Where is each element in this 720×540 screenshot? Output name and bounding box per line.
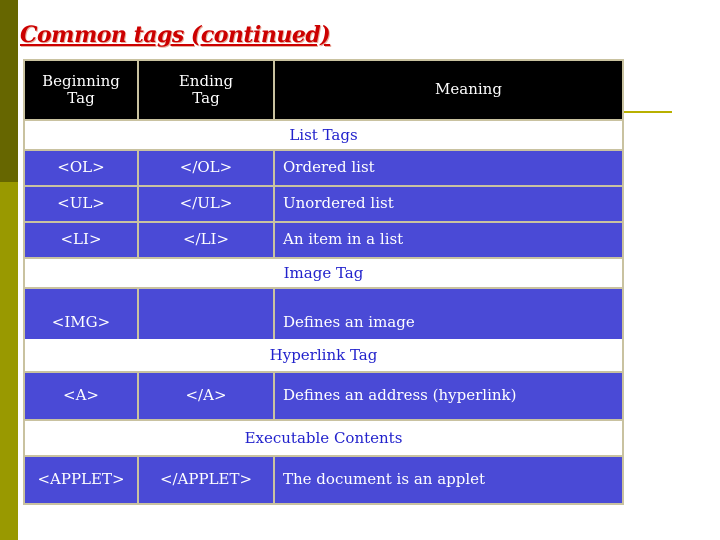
table-row <box>25 457 622 503</box>
section-list-tags: List Tags <box>25 121 622 149</box>
header-beginning-tag: Beginning Tag <box>25 61 137 119</box>
begin-tag-cell: <IMG> <box>25 289 137 357</box>
meaning-cell: An item in a list <box>275 223 622 257</box>
end-tag-cell: </APPLET> <box>139 457 273 503</box>
table-header-row <box>25 61 622 119</box>
accent-bar-bottom <box>0 182 18 540</box>
header-ending-tag: Ending Tag <box>139 61 273 119</box>
section-image-tag: Image Tag <box>25 259 622 287</box>
end-tag-cell: </A> <box>139 373 273 419</box>
meaning-cell: Unordered list <box>275 187 622 221</box>
table-row <box>25 373 622 419</box>
end-tag-cell: </UL> <box>139 187 273 221</box>
decorative-line <box>624 111 672 113</box>
slide-title: Common tags (continued) <box>20 22 331 48</box>
begin-tag-cell: <LI> <box>25 223 137 257</box>
header-meaning: Meaning <box>275 61 622 119</box>
meaning-cell: Defines an image <box>275 289 622 357</box>
table-row <box>25 151 622 185</box>
accent-bar-top <box>0 0 18 182</box>
begin-tag-cell: <APPLET> <box>25 457 137 503</box>
begin-tag-cell: <A> <box>25 373 137 419</box>
begin-tag-cell: <UL> <box>25 187 137 221</box>
end-tag-cell: </LI> <box>139 223 273 257</box>
begin-tag-cell: <OL> <box>25 151 137 185</box>
meaning-cell: Ordered list <box>275 151 622 185</box>
end-tag-cell: </OL> <box>139 151 273 185</box>
meaning-cell: Defines an address (hyperlink) <box>275 373 622 419</box>
section-hyperlink-tag: Hyperlink Tag <box>25 339 622 371</box>
meaning-cell: The document is an applet <box>275 457 622 503</box>
table-row <box>25 223 622 257</box>
table-row <box>25 187 622 221</box>
section-executable-contents: Executable Contents <box>25 421 622 455</box>
tags-table <box>23 59 624 505</box>
